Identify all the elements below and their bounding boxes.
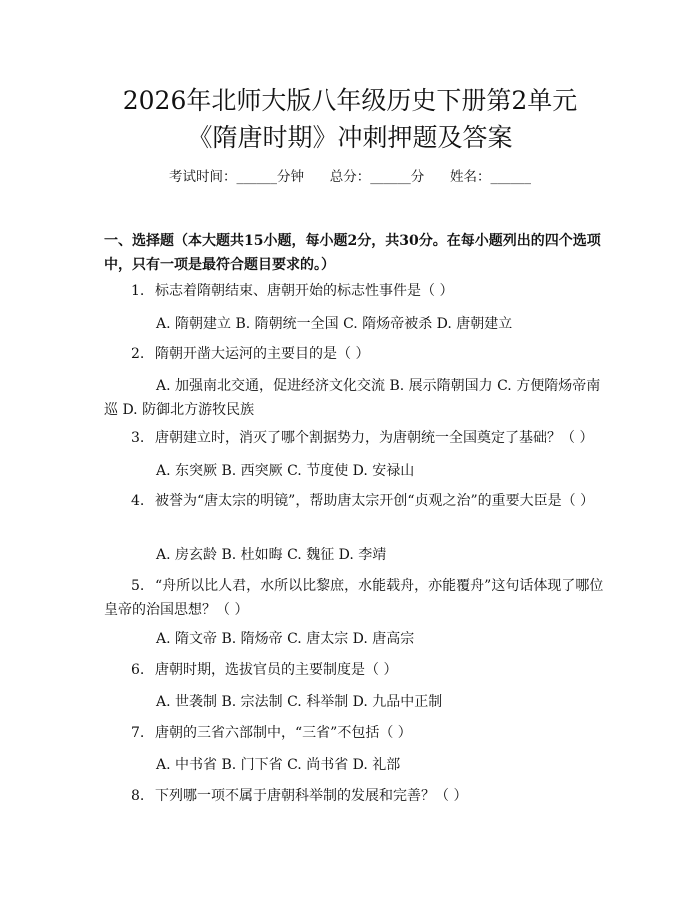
time-label: 考试时间： xyxy=(169,169,237,185)
time-unit: 分钟 xyxy=(277,169,304,185)
question-text: 下列哪一项不属于唐朝科举制的发展和完善？（ ） xyxy=(155,788,468,804)
question-4 xyxy=(104,489,604,513)
question-1-options: A. 隋朝建立 B. 隋朝统一全国 C. 隋炀帝被杀 D. 唐朝建立 xyxy=(156,316,513,332)
question-text: 标志着隋朝结束、唐朝开始的标志性事件是（ ） xyxy=(155,283,454,299)
question-number: 2. xyxy=(131,346,145,362)
question-text: 唐朝时期，选拔官员的主要制度是（ ） xyxy=(155,662,398,678)
question-number: 1. xyxy=(131,283,145,299)
question-4-options: A. 房玄龄 B. 杜如晦 C. 魏征 D. 李靖 xyxy=(156,547,387,563)
score-label: 总分： xyxy=(329,169,371,185)
section-title: 一、选择题（本大题共15小题，每小题2分，共30分。在每小题列出的四个选项中，只有一项是最符合题目要求的。） xyxy=(104,233,601,273)
question-7-options: A. 中书省 B. 门下省 C. 尚书省 D. 礼部 xyxy=(156,757,401,773)
question-text: 被誉为“唐太宗的明镜”，帮助唐太宗开创“贞观之治”的重要大臣是（ ） xyxy=(155,493,595,509)
time-blank: ______ xyxy=(236,169,277,185)
question-2 xyxy=(104,342,604,366)
question-number: 8. xyxy=(131,788,145,804)
question-8 xyxy=(104,784,604,808)
question-text: 唐朝的三省六部制中，“三省”不包括（ ） xyxy=(155,725,412,741)
exam-title-line2: 《隋唐时期》冲刺押题及答案 xyxy=(187,123,513,152)
question-text: “舟所以比人君，水所以比黎庶，水能载舟，亦能覆舟”这句话体现了哪位皇帝的治国思想？（ ） xyxy=(104,578,604,618)
question-3-options: A. 东突厥 B. 西突厥 C. 节度使 D. 安禄山 xyxy=(156,463,415,479)
question-text: 隋朝开凿大运河的主要目的是（ ） xyxy=(155,346,370,362)
question-6-options: A. 世袭制 B. 宗法制 C. 科举制 D. 九品中正制 xyxy=(156,694,443,710)
question-3 xyxy=(104,426,604,450)
question-2-options: A. 加强南北交通，促进经济文化交流 B. 展示隋朝国力 C. 方便隋炀帝南巡 D. 防御北方游牧民族 xyxy=(104,378,601,418)
question-5-options: A. 隋文帝 B. 隋炀帝 C. 唐太宗 D. 唐高宗 xyxy=(156,631,415,647)
exam-info-line xyxy=(0,167,700,187)
question-number: 4. xyxy=(131,493,145,509)
name-label: 姓名： xyxy=(450,169,491,185)
score-blank: ______ xyxy=(370,169,411,185)
question-number: 5. xyxy=(131,578,145,594)
question-6 xyxy=(104,658,604,682)
question-number: 3. xyxy=(131,430,145,446)
exam-title-line1: 2026年北师大版八年级历史下册第2单元 xyxy=(122,86,578,115)
question-number: 6. xyxy=(131,662,145,678)
question-7 xyxy=(104,721,604,745)
name-blank: ______ xyxy=(490,169,531,185)
question-5 xyxy=(104,574,604,622)
score-unit: 分 xyxy=(410,169,425,185)
question-text: 唐朝建立时，消灭了哪个割据势力，为唐朝统一全国奠定了基础？（ ） xyxy=(155,430,594,446)
question-number: 7. xyxy=(131,725,145,741)
question-1 xyxy=(104,279,604,303)
